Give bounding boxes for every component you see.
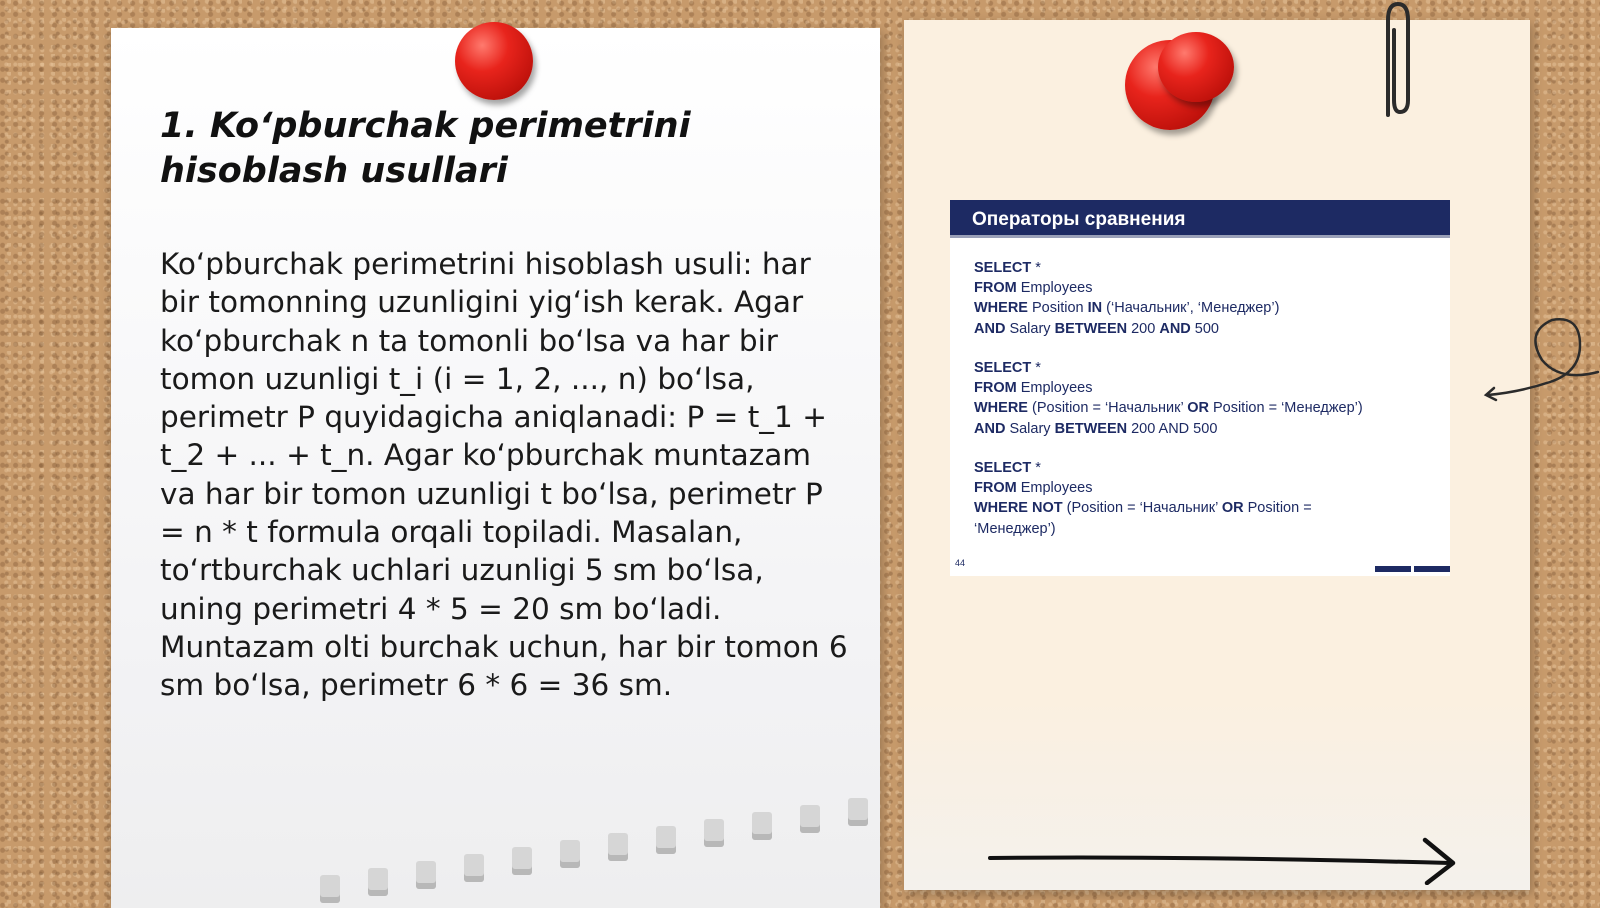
paperclip-icon (1378, 0, 1412, 120)
arrow-right-icon (985, 835, 1460, 885)
slide-footer-bar (1414, 566, 1450, 572)
note-title: 1. Ko‘pburchak perimetrini hisoblash usullari (160, 106, 691, 191)
push-pin-icon (455, 22, 533, 100)
torn-notebook-tabs (320, 805, 880, 900)
slide-footer-bar (1375, 566, 1411, 572)
push-pin-head-icon (1158, 32, 1234, 102)
slide-header: Операторы сравнения (950, 200, 1450, 238)
sql-query-2: SELECT * FROM Employees WHERE (Position = ‘Начальник’ OR Position = ‘Менеджер’) AND Salary BETWEEN 200 AND 500 (974, 360, 1363, 437)
slide-image (950, 200, 1450, 576)
sql-query-1: SELECT * FROM Employees WHERE Position IN (‘Начальник’, ‘Менеджер’) AND Salary BETWEEN 200 AND 500 (974, 260, 1280, 337)
note-body: Ko‘pburchak perimetrini hisoblash usuli: har bir tomonning uzunligini yig‘ish kerak. Agar ko‘pburchak n ta tomonli bo‘lsa va har bir tomon uzunligi t_i (i = 1, 2, ..., n) bo‘lsa, perimetr P quyidagicha aniqlanadi: P = t_1 + t_2 + ... + t_n. Agar ko‘pburchak muntazam va har bir tomon uzunligi t bo‘lsa, perimetr P = n * t formula orqali topiladi. Masalan, to‘rtburchak uchlari uzunligi 5 sm bo‘lsa, uning perimetri 4 * 5 = 20 sm bo‘ladi. Muntazam olti burchak uchun, har bir tomon 6 sm bo‘lsa, perimetr 6 * 6 = 36 sm. (160, 247, 848, 703)
sql-query-3: SELECT * FROM Employees WHERE NOT (Position = ‘Начальник’ OR Position = ‘Менеджер’) (974, 460, 1312, 537)
squiggle-arrow-icon (1480, 310, 1600, 410)
slide-page-number: 44 (955, 558, 966, 568)
